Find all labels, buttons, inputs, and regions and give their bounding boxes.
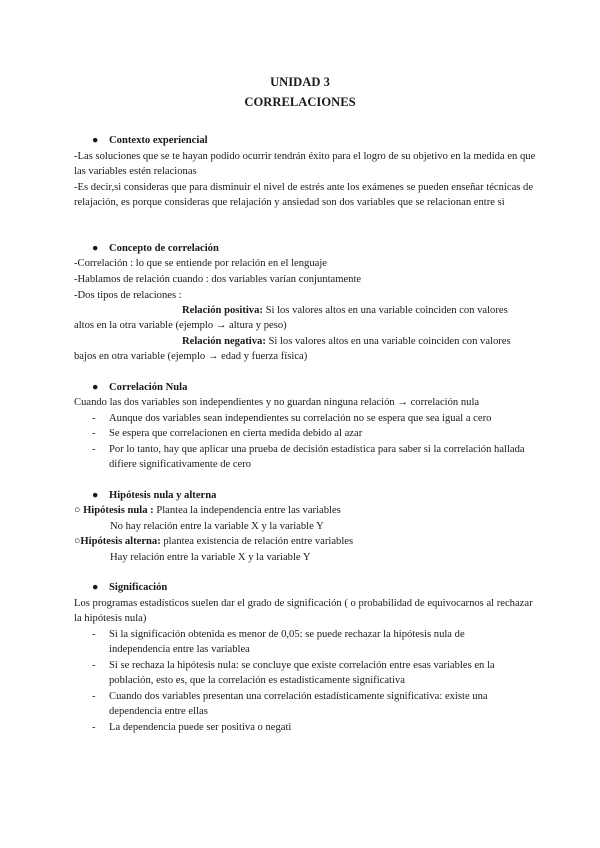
circle-icon: ○ xyxy=(74,505,81,516)
dash-icon: - xyxy=(92,660,96,671)
unit-title: UNIDAD 3 xyxy=(270,75,330,89)
positive-relation-line: Relación positiva: Si los valores altos en una variable coinciden con valores xyxy=(182,305,508,316)
section-heading-concepto: ● Concepto de correlación xyxy=(92,241,219,256)
alternative-hypothesis-line: ○Hipótesis alterna: plantea existencia de relación entre variables xyxy=(74,536,354,547)
section-body-contexto xyxy=(74,149,536,211)
document-page: UNIDAD 3 CORRELACIONES ● Contexto experiencial -Las soluciones que se te hayan podido ocurrir tendrán éxito para el logro de su objetivo en la medida en que las variables estén relacionas -Es decir,si consideras que para disminuir el nivel de estrés ante los exámenes se pueden enseñar técnicas de relajación, es porque consideras que relajación y ansiedad son dos variables que se relacionan entre sì ● Concepto de correlación -Correlación : lo que se entiende por relación en el lenguaje -Hablamos de relación cuando : dos variables varían conjuntamente -Dos tipos de relaciones : Relación positiva: Si los valores altos en una variable coinciden con valores altos en la otra variable (ejemplo → altura y peso) Relación negativa: Si los valores altos en una variable coinciden con valores bajos en otra variable (ejemplo → edad y fuerza física) ● Correlación Nula Cuando las dos variables son independientes y no guardan ninguna relación → correlación nula - Aunque dos variables sean independientes su correlación no se espera que sea igual a cero - Se espera que correlacionen en cierta medida debido al azar - Por lo tanto, hay que aplicar una prueba de decisión estadística para saber si la correlación hallada difiere significativamente de cero ● Hipótesis nula y alterna ○ Hipótesis nula : Plantea la independencia entre las variables No hay relación entre la variable X y la variable Y ○Hipótesis alterna: plantea existencia de relación entre variables Hay relación entre la variable X y la variable Y ● Significación Los programas estadísticos suelen dar el grado de significación ( o probabilidad de equivocarnos al rechazar la hipótesis nula) - Si la significación obtenida es menor de 0,05: se puede rechazar la hipótesis nula de independencia entre las variablea - Si se rechaza la hipótesis nula: se concluye que existe correlación entre esas variables en la población, esto es, que la correlación es estadísticamente significativa - Cuando dos variables presentan una correlación estadísticamente significativa: existe una dependencia entre ellas - La dependencia puede ser positiva o negati xyxy=(0,0,600,848)
alternative-hypothesis-label: Hipótesis alterna: xyxy=(80,536,161,547)
bullet-icon: ● xyxy=(92,243,99,254)
text-line: No hay relación entre la variable X y la variable Y xyxy=(110,521,324,532)
bullet-icon: ● xyxy=(92,582,99,593)
negative-relation-line: Relación negativa: Si los valores altos en una variable coinciden con valores xyxy=(182,336,511,347)
text-line: Hay relación entre la variable X y la variable Y xyxy=(110,552,311,563)
text-line: -Dos tipos de relaciones : xyxy=(74,290,182,301)
text-line: bajos en otra variable (ejemplo → edad y fuerza física) xyxy=(74,351,308,362)
section-heading-significacion: ● Significación xyxy=(92,580,167,595)
null-hypothesis-line: ○ Hipótesis nula : Plantea la independencia entre las variables xyxy=(74,505,341,516)
dash-icon: - xyxy=(92,722,96,733)
positive-relation-label: Relación positiva: xyxy=(182,305,263,316)
bullet-icon: ● xyxy=(92,382,99,393)
bullet-icon: ● xyxy=(92,490,99,501)
paragraph: -Es decir,si consideras que para disminuir el nivel de estrés ante los exámenes se pueden enseñar técnicas de relajación, es porque consideras que relajación y ansiedad son dos variables que se relacionan entre sì xyxy=(74,181,534,209)
paragraph: -Las soluciones que se te hayan podido ocurrir tendrán éxito para el logro de su objetivo en la medida en que las variables estén relacionas xyxy=(74,151,536,178)
circle-icon: ○ xyxy=(74,536,81,547)
text-line: altos en la otra variable (ejemplo → altura y peso) xyxy=(74,320,287,331)
bullet-icon: ● xyxy=(92,135,99,146)
null-hypothesis-label: Hipótesis nula : xyxy=(83,505,154,516)
paragraph: Los programas estadísticos suelen dar el grado de significación ( o probabilidad de equivocarnos al rechazar la hipótesis nula) xyxy=(74,598,533,625)
dash-icon: - xyxy=(92,413,96,424)
text-line: -Correlación : lo que se entiende por relación en el lenguaje xyxy=(74,258,327,269)
section-heading-hipotesis: ● Hipótesis nula y alterna xyxy=(92,488,216,503)
dash-icon: - xyxy=(92,444,96,455)
dash-icon: - xyxy=(92,629,96,640)
text-line: Cuando las dos variables son independientes y no guardan ninguna relación → correlación nula xyxy=(74,397,480,408)
text-line: -Hablamos de relación cuando : dos variables varían conjuntamente xyxy=(74,274,362,285)
section-heading-contexto: ● Contexto experiencial xyxy=(92,133,208,148)
section-heading-nula: ● Correlación Nula xyxy=(92,380,187,395)
unit-subtitle: CORRELACIONES xyxy=(244,95,356,109)
negative-relation-label: Relación negativa: xyxy=(182,336,266,347)
dash-icon: - xyxy=(92,428,96,439)
dash-icon: - xyxy=(92,691,96,702)
